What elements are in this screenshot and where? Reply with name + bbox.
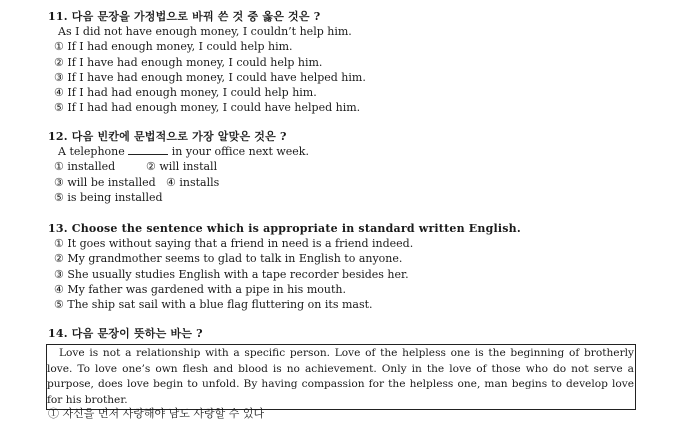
question-13-option-1[interactable]: ① It goes without saying that a friend in need is a friend indeed.: [54, 237, 414, 250]
question-13-option-5[interactable]: ⑤ The ship sat sail with a blue flag fluttering on its mast.: [54, 298, 373, 312]
question-13-option-4[interactable]: ④ My father was gardened with a pipe in his mouth.: [54, 282, 346, 296]
question-14: [48, 326, 658, 341]
question-13-title: 13. Choose the sentence which is appropriate in standard written English.: [48, 222, 521, 235]
question-13-option-2[interactable]: ② My grandmother seems to glad to talk in English to anyone.: [54, 252, 403, 266]
question-12-option-1[interactable]: ① installed: [54, 160, 116, 174]
question-12-options-row-2: [48, 175, 658, 190]
question-11-option-1[interactable]: ① If I had enough money, I could help him.: [54, 40, 293, 54]
question-12-option-5[interactable]: ⑤ is being installed: [54, 190, 163, 204]
question-12-options-row-1: [48, 159, 658, 174]
question-12-stem-end: in your office next week.: [171, 145, 309, 158]
question-11-title: 11. 다음 문장을 가정법으로 바꿔 쓴 것 중 옳은 것은 ?: [48, 10, 321, 23]
passage-text: Love is not a relationship with a specific person. Love of the helpless one is the beginning of brotherly love. To love one’s own flesh and blood is no achievement. Only in the love of those who do not serve a purpose, does love begin to unfold. By having compassion for the helpless one, man begins to develop love for his brother.: [47, 347, 634, 406]
question-12-option-3[interactable]: ③ will be installed: [54, 175, 156, 189]
question-13: [48, 221, 658, 312]
question-11: [48, 9, 658, 116]
question-11-stem: As I did not have enough money, I couldn’t help him.: [58, 25, 352, 38]
question-11-option-2[interactable]: ② If I have had enough money, I could help him.: [54, 55, 323, 69]
question-12-title: 12. 다음 빈칸에 문법적으로 가장 알맞은 것은 ?: [48, 130, 287, 143]
question-12: [48, 129, 658, 205]
question-12-stem: [48, 144, 658, 159]
question-13-option-3[interactable]: ③ She usually studies English with a tape recorder besides her.: [54, 267, 409, 281]
question-12-option-4[interactable]: ④ installs: [166, 175, 220, 189]
question-11-option-4[interactable]: ④ If I had had enough money, I could help him.: [54, 86, 317, 100]
question-11-option-3[interactable]: ③ If I have had enough money, I could have helped him.: [54, 70, 366, 84]
question-12-stem-start: A telephone: [58, 145, 125, 158]
question-14-title: 14. 다음 문장이 뜻하는 바는 ?: [48, 327, 203, 340]
question-14-option-1[interactable]: ① 자신을 먼저 사랑해야 남도 사랑할 수 있다: [48, 407, 265, 420]
passage-box: [46, 344, 636, 410]
question-11-option-5[interactable]: ⑤ If I had had enough money, I could have helped him.: [54, 101, 361, 115]
answer-blank: [128, 145, 168, 155]
question-12-option-2[interactable]: ② will install: [146, 160, 218, 174]
